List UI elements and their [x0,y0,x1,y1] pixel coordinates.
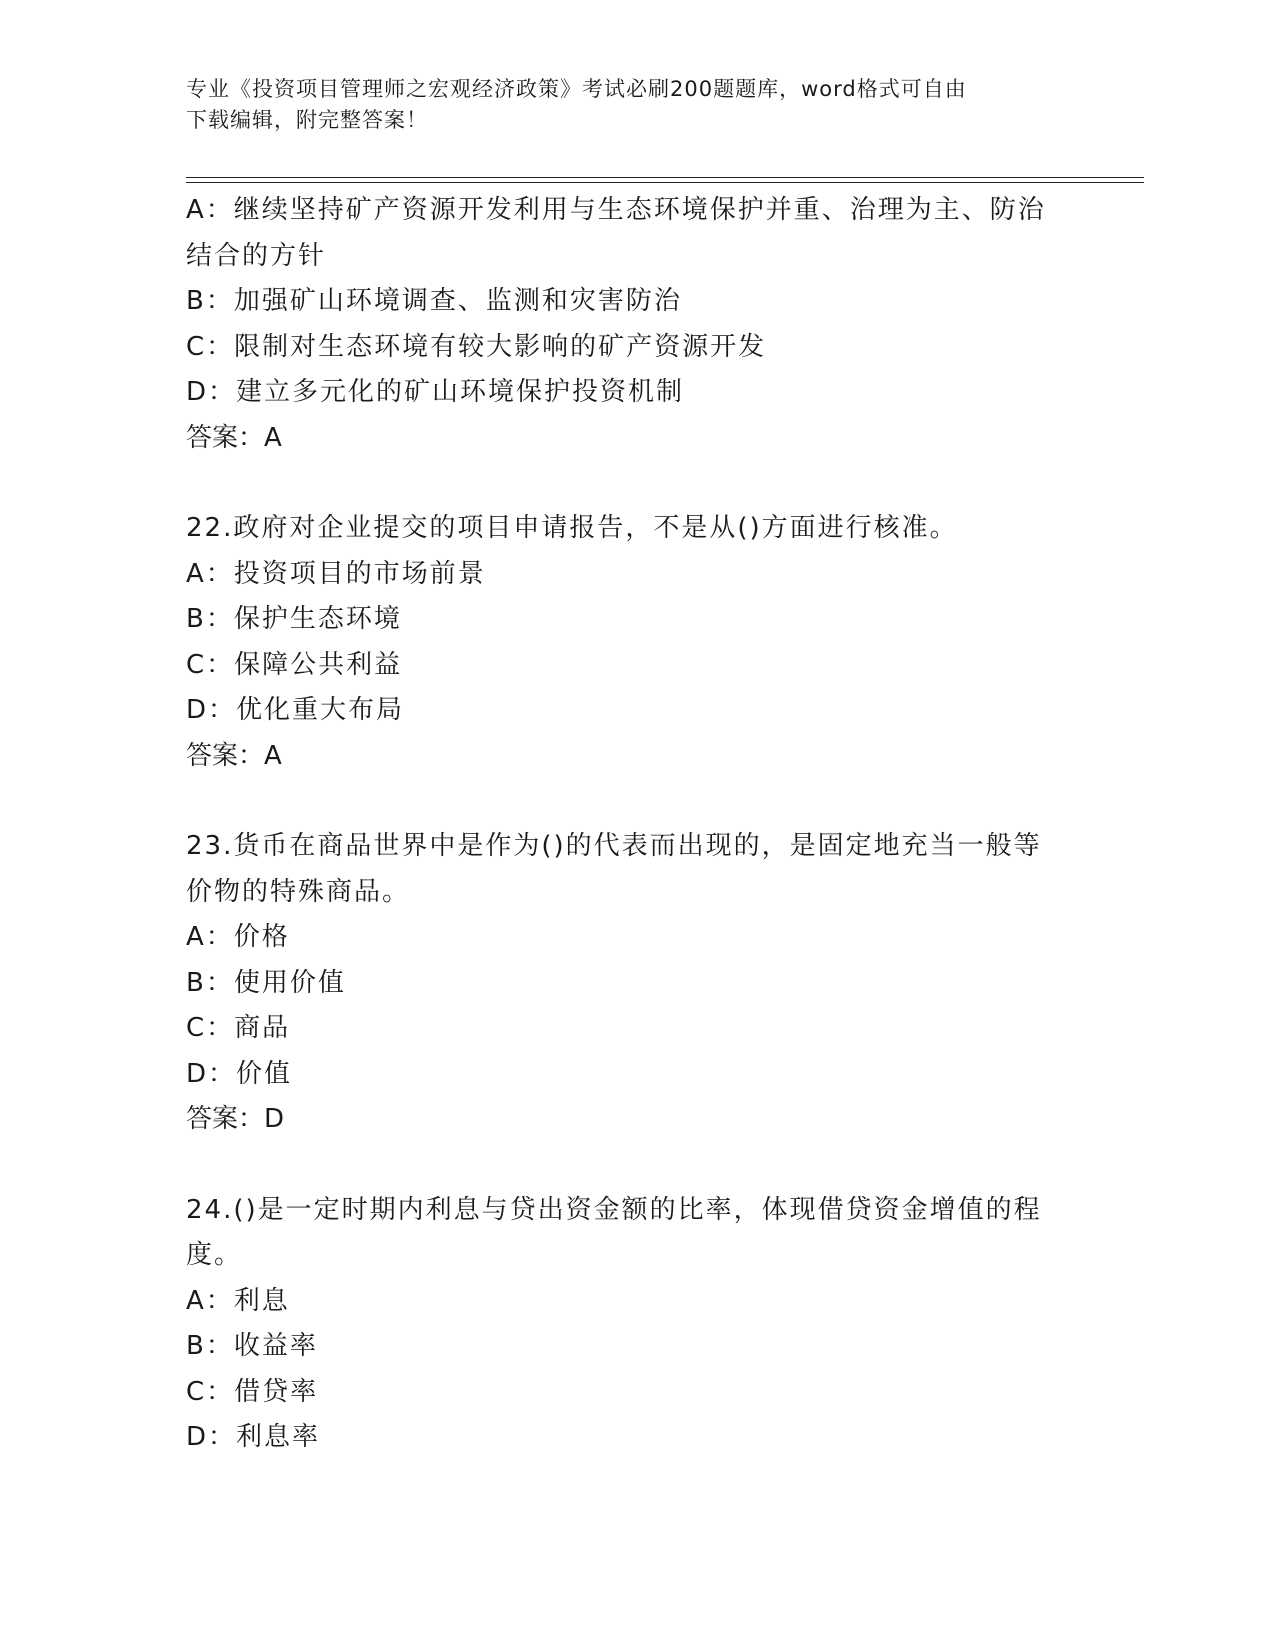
answer: 答案：A [186,740,282,771]
header-line-1: 专业《投资项目管理师之宏观经济政策》考试必刷200题题库，word格式可自由 [186,77,967,101]
question-21 [186,188,1066,461]
question-23 [186,824,1066,1143]
option-a: A：利息 [186,1285,290,1316]
header-divider-bottom [186,182,1144,183]
option-c: C：保障公共利益 [186,649,403,680]
option-c: C：商品 [186,1013,291,1043]
question-text-line-2: 价物的特殊商品。 [186,876,411,907]
header-line-2: 下载编辑，附完整答案！ [186,108,428,132]
option-d: D：优化重大布局 [186,695,405,725]
spacer [186,1143,1066,1188]
question-text-line-1: 24.()是一定时期内利息与贷出资金额的比率，体现借贷资金增值的程 [186,1194,1042,1225]
option-b: B：收益率 [186,1331,318,1361]
option-a-line-2: 结合的方针 [186,240,327,271]
question-list [186,188,1066,1461]
answer: 答案：A [186,422,282,453]
option-b: B：加强矿山环境调查、监测和灾害防治 [186,286,682,316]
document-header [186,74,1056,136]
option-c: C：限制对生态环境有较大影响的矿产资源开发 [186,331,767,362]
option-a: A：价格 [186,922,290,952]
option-d: D：建立多元化的矿山环境保护投资机制 [186,377,685,407]
question-text-line-2: 度。 [186,1240,243,1270]
question-22 [186,506,1066,779]
question-24 [186,1188,1066,1461]
header-divider-top [186,177,1144,178]
option-a: A：投资项目的市场前景 [186,558,486,589]
question-text-line-1: 23.货币在商品世界中是作为()的代表而出现的，是固定地充当一般等 [186,831,1042,861]
spacer [186,461,1066,506]
question-text: 22.政府对企业提交的项目申请报告，不是从()方面进行核准。 [186,513,958,543]
option-d: D：利息率 [186,1422,321,1452]
option-c: C：借贷率 [186,1376,319,1407]
answer: 答案：D [186,1104,285,1134]
option-a-line-1: A：继续坚持矿产资源开发利用与生态环境保护并重、治理为主、防治 [186,195,1046,225]
option-b: B：使用价值 [186,967,346,998]
spacer [186,779,1066,824]
option-d: D：价值 [186,1058,293,1089]
option-b: B：保护生态环境 [186,604,402,634]
